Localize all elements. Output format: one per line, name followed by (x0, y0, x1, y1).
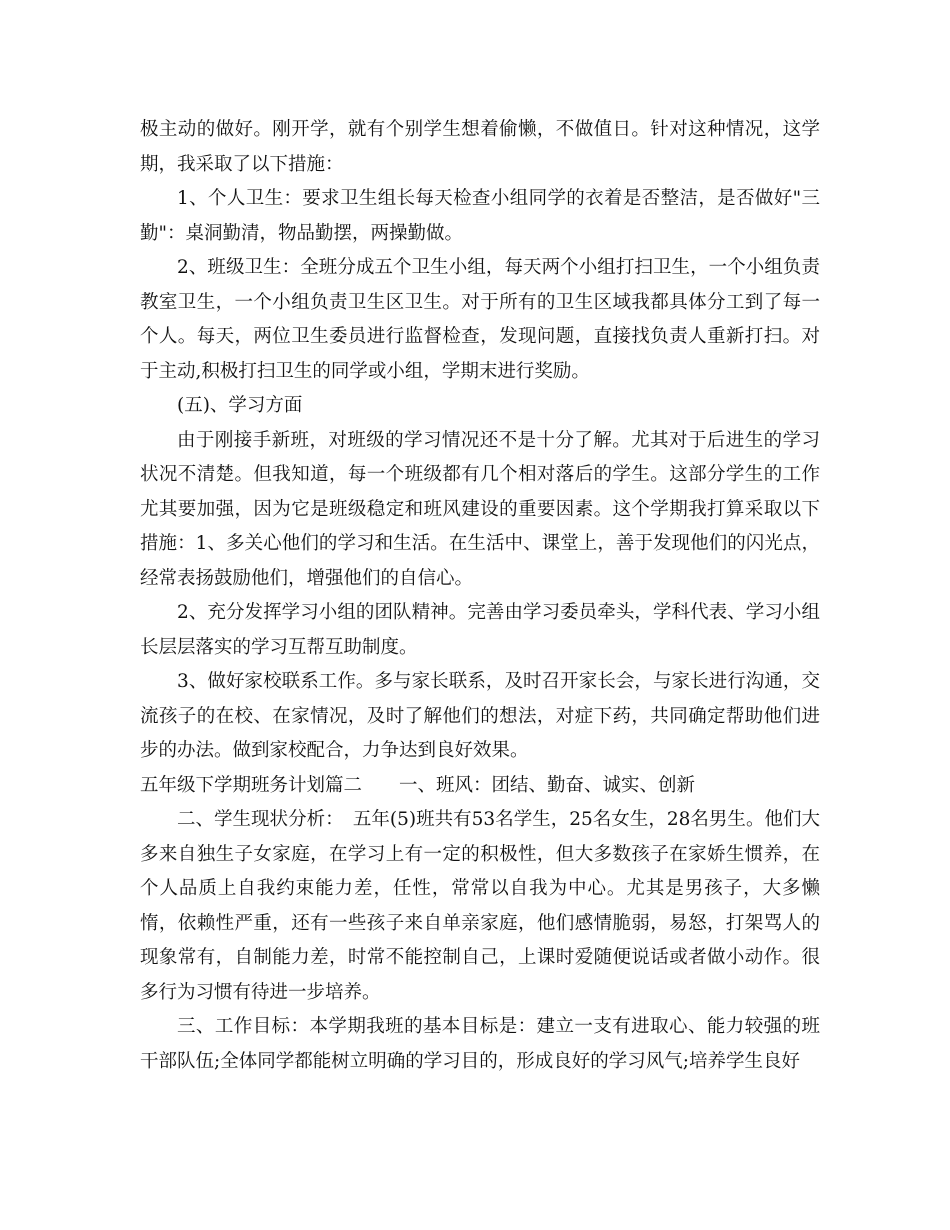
section-heading-study: (五)、学习方面 (177, 395, 303, 416)
paragraph-student-analysis: 二、学生现状分析： 五年(5)班共有53名学生，25名女生，28名男生。他们大多来自独生子女家庭，在学习上有一定的积极性，但大多数孩子在家娇生惯养，在个人品质上自我约束能力差，任性，常常以自我为中心。尤其是男孩子，大多懒惰，依赖性严重，还有一些孩子来自单亲家庭，他们感情脆弱，易怒，打架骂人的现象常有，自制能力差，时常不能控制自己，上课时爱随便说话或者做小动作。很多行为习惯有待进一步培养。 (140, 809, 820, 1003)
paragraph-home-school: 3、做好家校联系工作。多与家长联系，及时召开家长会，与家长进行沟通，交流孩子的在校、在家情况，及时了解他们的想法，对症下药，共同确定帮助他们进步的办法。做到家校配合，力争达到良好效果。 (140, 671, 820, 761)
paragraph-plan-two-title: 五年级下学期班务计划篇二 一、班风：团结、勤奋、诚实、创新 (140, 774, 696, 796)
paragraph-personal-hygiene: 1、个人卫生：要求卫生组长每天检查小组同学的衣着是否整洁，是否做好"三勤"：桌洞勤清，物品勤摆，两操勤做。 (140, 188, 820, 244)
paragraph-continuation: 极主动的做好。刚开学，就有个别学生想着偷懒，不做值日。针对这种情况，这学期，我采取了以下措施： (140, 119, 820, 175)
paragraph-work-goals: 三、工作目标：本学期我班的基本目标是：建立一支有进取心、能力较强的班干部队伍;全体同学都能树立明确的学习目的，形成良好的学习风气;培养学生良好 (140, 1016, 820, 1072)
paragraph-study-groups: 2、充分发挥学习小组的团队精神。完善由学习委员牵头，学科代表、学习小组长层层落实的学习互帮互助制度。 (140, 602, 820, 658)
paragraph-class-hygiene: 2、班级卫生：全班分成五个卫生小组，每天两个小组打扫卫生，一个小组负责教室卫生，一个小组负责卫生区卫生。对于所有的卫生区域我都具体分工到了每一个人。每天，两位卫生委员进行监督检查，发现问题，直接找负责人重新打扫。对于主动,积极打扫卫生的同学或小组，学期末进行奖励。 (140, 257, 820, 382)
paragraph-study-situation: 由于刚接手新班，对班级的学习情况还不是十分了解。尤其对于后进生的学习状况不清楚。但我知道，每一个班级都有几个相对落后的学生。这部分学生的工作尤其要加强，因为它是班级稳定和班风建设的重要因素。这个学期我打算采取以下措施：1、多关心他们的学习和生活。在生活中、课堂上，善于发现他们的闪光点，经常表扬鼓励他们，增强他们的自信心。 (140, 429, 820, 589)
document-body (140, 113, 820, 1079)
